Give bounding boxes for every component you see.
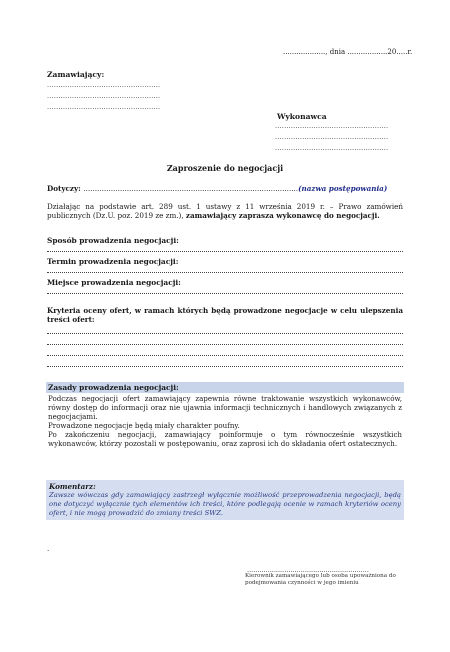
miejsce-label: Miejsce prowadzenia negocjacji: xyxy=(47,278,181,287)
wykonawca-line-3: .................................................. xyxy=(275,144,389,152)
kryteria-line-2 xyxy=(47,344,403,345)
komentarz-text: Zawsze wówczas gdy zamawiający zastrzegł wyłącznie możliwość przeprowadzenia negocjacji, będą one dotyczyć wyłącznie tych elementów ich treści, które podlegają ocenie w ramach kryteriów oceny ofert, i nie mogą prowadzić do zmiany treści SWZ. xyxy=(49,491,401,517)
zasady-label: Zasady prowadzenia negocjacji: xyxy=(46,382,404,393)
zasady-paragraph-1: Podczas negocjacji ofert zamawiający zapewnia równe traktowanie wszystkich wykonawców, równy dostęp do informacji oraz nie ujawnia informacji technicznych i handlowych związanych z negocjacjami. xyxy=(48,394,402,422)
kryteria-label: Kryteria oceny ofert, w ramach których będą prowadzone negocjacje w celu ulepszenia treści ofert: xyxy=(47,306,403,325)
wykonawca-line-1: .................................................. xyxy=(275,122,389,130)
zamawiajacy-line-3: .................................................. xyxy=(47,103,161,111)
zamawiajacy-line-1: .................................................. xyxy=(47,81,161,89)
zamawiajacy-label: Zamawiający: xyxy=(47,70,105,79)
signature-dots: ........................................................... xyxy=(247,566,369,574)
wykonawca-label: Wykonawca xyxy=(277,112,327,121)
intro-bold-text: zamawiający zaprasza wykonawcę do negocjacji. xyxy=(185,211,380,221)
kryteria-line-3 xyxy=(47,355,403,356)
kryteria-line-1 xyxy=(47,333,403,334)
intro-normal-text: Działając na podstawie art. 289 ust. 1 ustawy z 11 września 2019 r. – Prawo zamówień publicznych (Dz.U. poz. 2019 ze zm.), xyxy=(47,202,403,221)
signature-caption: Kierownik zamawiającego lub osoba upoważniona do podejmowania czynności w jego imieniu xyxy=(245,573,396,587)
dotyczy-placeholder: (nazwa postępowania) xyxy=(298,184,388,193)
sposob-label: Sposób prowadzenia negocjacji: xyxy=(47,236,179,245)
zasady-paragraph-3: Po zakończeniu negocjacji, zamawiający poinformuje o tym równocześnie wszystkich wykonawców, którzy pozostali w postępowaniu, oraz zaprosi ich do składania ofert ostatecznych. xyxy=(48,430,402,449)
dotyczy-label: Dotyczy: xyxy=(47,184,81,193)
dotyczy-dots: .............................................................................................. xyxy=(83,184,299,193)
wykonawca-line-2: .................................................. xyxy=(275,133,389,141)
sposob-line xyxy=(47,251,403,252)
miejsce-line xyxy=(47,293,403,294)
date-line: ..................., dnia ..................20.....r. xyxy=(283,48,413,56)
intro-paragraph xyxy=(47,202,403,220)
kryteria-line-4 xyxy=(47,366,403,367)
zamawiajacy-line-2: .................................................. xyxy=(47,92,161,100)
komentarz-label: Komentarz: xyxy=(49,482,96,491)
dotyczy-line xyxy=(47,184,387,193)
komentarz-box xyxy=(46,480,404,520)
termin-label: Termin prowadzenia negocjacji: xyxy=(47,257,179,266)
termin-line xyxy=(47,272,403,273)
zasady-box xyxy=(46,382,404,450)
small-dot: . xyxy=(47,545,50,553)
document-title: Zaproszenie do negocjacji xyxy=(166,163,284,173)
zasady-text xyxy=(46,393,404,450)
zasady-paragraph-2: Prowadzone negocjacje będą miały charakter poufny. xyxy=(48,421,240,431)
